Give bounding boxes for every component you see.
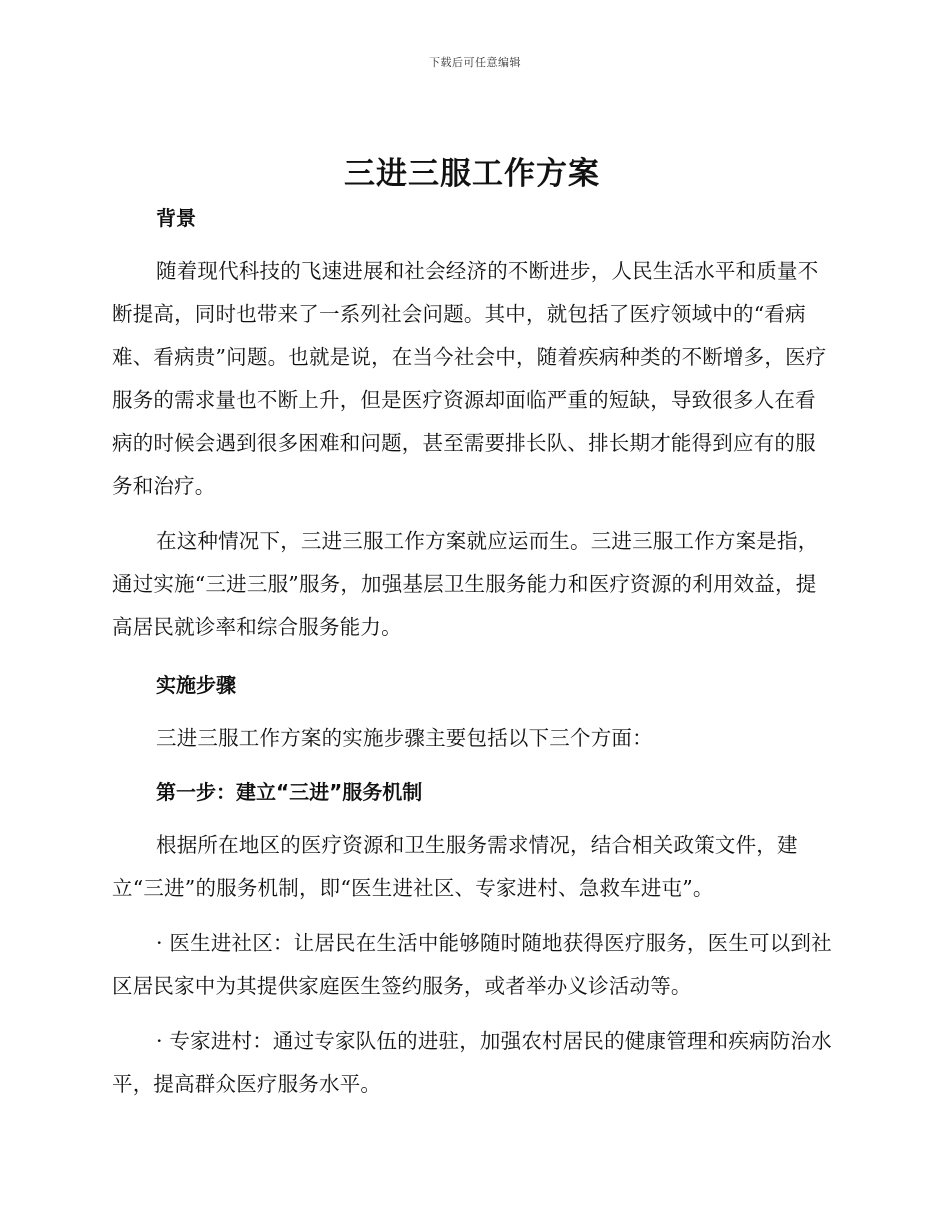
spacer [112, 240, 832, 250]
bullet-doctor-community: · 医生进社区：让居民在生活中能够随时随地获得医疗服务，医生可以到社区居民家中为其提供家庭医生签约服务，或者举办义诊活动等。 [112, 931, 832, 998]
section-heading-steps: 实施步骤 [156, 673, 236, 697]
spacer [112, 649, 832, 663]
spacer [112, 707, 832, 717]
bullet-expert-village: · 专家进村：通过专家队伍的进驻，加强农村居民的健康管理和疾病防治水平，提高群众医疗服务水平。 [112, 1029, 832, 1096]
spacer [112, 760, 832, 770]
paragraph-steps-intro: 三进三服工作方案的实施步骤主要包括以下三个方面： [156, 726, 653, 750]
section-heading-background: 背景 [156, 206, 196, 230]
paragraph-step-1: 根据所在地区的医疗资源和卫生服务需求情况，结合相关政策文件，建立“三进”的服务机制，即“医生进社区、专家进村、急救车进屯”。 [112, 833, 798, 900]
paragraph-background-2: 在这种情况下，三进三服工作方案就应运而生。三进三服工作方案是指，通过实施“三进三服”服务，加强基层卫生服务能力和医疗资源的利用效益，提高居民就诊率和综合服务能力。 [112, 529, 819, 639]
document-body [112, 148, 832, 1106]
page-header-note: 下载后可任意编辑 [429, 56, 521, 69]
spacer [112, 814, 832, 824]
section-heading-step-1: 第一步：建立“三进”服务机制 [156, 780, 423, 804]
paragraph-background-1: 随着现代科技的飞速进展和社会经济的不断进步，人民生活水平和质量不断提高，同时也带来了一系列社会问题。其中，就包括了医疗领域中的“看病难、看病贵”问题。也就是说，在当今社会中，随着疾病种类的不断增多，医疗服务的需求量也不断上升，但是医疗资源却面临严重的短缺，导致很多人在看病的时候会遇到很多困难和问题，甚至需要排长队、排长期才能得到应有的服务和治疗。 [112, 259, 827, 498]
document-title: 三进三服工作方案 [344, 156, 600, 192]
